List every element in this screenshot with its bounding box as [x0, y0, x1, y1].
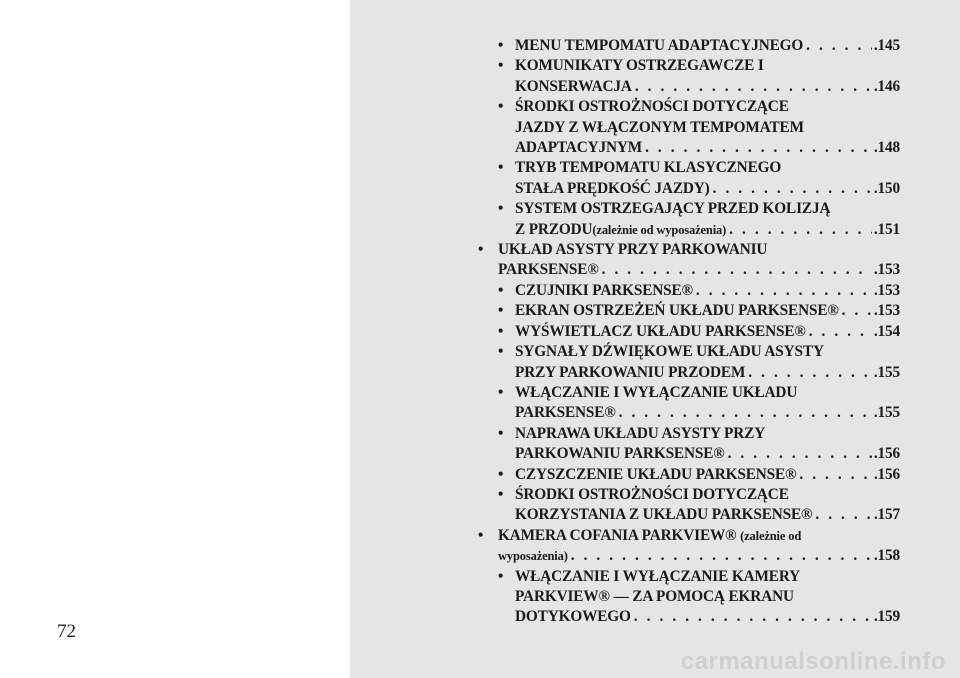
bullet-icon: •: [498, 322, 504, 340]
toc-page-number: 153: [877, 281, 900, 299]
bullet-icon: •: [498, 343, 504, 361]
toc-page-number: 154: [877, 322, 900, 340]
toc-entry-text: NAPRAWA UKŁADU ASYSTY PRZY: [515, 424, 766, 442]
dot-leader: [616, 403, 872, 423]
bullet-icon: •: [498, 281, 504, 299]
toc-entry[interactable]: [478, 424, 900, 465]
toc-entry-text: PARKOWANIU PARKSENSE®: [515, 445, 725, 463]
bullet-icon: •: [498, 200, 504, 218]
toc-page-number: .155: [873, 363, 900, 381]
toc-entry-text: (zależnie od wyposażenia): [592, 222, 727, 237]
dot-leader: [632, 77, 872, 97]
toc-page-number: .156: [873, 465, 900, 483]
toc-entry-text: KOMUNIKATY OSTRZEGAWCZE I: [515, 57, 764, 75]
toc-page-number: .153: [873, 281, 900, 299]
dot-leader: [642, 138, 872, 158]
bullet-icon: •: [498, 567, 504, 585]
toc-entry-text: KORZYSTANIA Z UKŁADU PARKSENSE®: [515, 506, 813, 524]
toc-entry-text: WŁĄCZANIE I WYŁĄCZANIE KAMERY: [515, 567, 801, 585]
dot-leader: [745, 363, 872, 383]
bullet-icon: •: [498, 159, 504, 177]
bullet-icon: •: [498, 485, 504, 503]
toc-page-number: .145: [873, 37, 900, 54]
toc-entry-text: CZYSZCZENIE UKŁADU PARKSENSE®: [515, 465, 797, 483]
toc-page-number: 153: [877, 261, 900, 279]
toc-entry-text: JAZDY Z WŁĄCZONYM TEMPOMATEM: [515, 118, 804, 136]
toc-page-number: 155: [877, 404, 900, 422]
toc-page-number: .154: [873, 322, 900, 340]
bullet-icon: •: [498, 383, 504, 401]
toc-entry[interactable]: [478, 567, 900, 628]
dot-leader: [812, 505, 871, 525]
toc-entry[interactable]: [478, 465, 900, 485]
toc-page-number: 156: [877, 465, 900, 483]
toc-entry-text: Z PRZODU: [515, 220, 593, 238]
toc-entry-text: WŁĄCZANIE I WYŁĄCZANIE UKŁADU: [515, 383, 798, 401]
bullet-icon: •: [498, 98, 504, 116]
table-of-contents: [478, 36, 900, 628]
toc-entry-text: CZUJNIKI PARKSENSE®: [515, 281, 693, 299]
bullet-icon: •: [478, 526, 484, 544]
dot-leader: [726, 220, 872, 240]
left-page: [0, 0, 350, 678]
toc-entry-text: KONSERWACJA: [515, 77, 632, 95]
toc-entry-text: TRYB TEMPOMATU KLASYCZNEGO: [515, 159, 782, 177]
toc-page-number: 146: [877, 77, 900, 95]
toc-page-number: .159: [873, 608, 900, 626]
toc-entry-text: PARKSENSE®: [498, 261, 599, 279]
toc-page-number: .148: [873, 139, 900, 157]
toc-entry-text: wyposażenia): [498, 549, 568, 564]
toc-entry-text: PRZY PARKOWANIU PRZODEM: [515, 363, 746, 381]
toc-page-number: 156: [877, 445, 900, 463]
toc-page-number: .146: [873, 77, 900, 95]
dot-leader: [806, 322, 872, 342]
dot-leader: [803, 36, 872, 56]
dot-leader: [710, 179, 872, 199]
toc-page-number: .155: [873, 404, 900, 422]
toc-entry-text: STAŁA PRĘDKOŚĆ JAZDY): [515, 179, 710, 197]
toc-entry[interactable]: [478, 301, 900, 321]
watermark: carmanualsonline.info: [680, 648, 946, 675]
toc-entry-text: SYGNAŁY DŹWIĘKOWE UKŁADU ASYSTY: [515, 343, 824, 361]
toc-page-number: .151: [873, 220, 900, 238]
dot-leader: [568, 546, 872, 566]
toc-entry[interactable]: [478, 322, 900, 342]
toc-entry-text: ŚRODKI OSTROŻNOŚCI DOTYCZĄCE: [515, 98, 789, 116]
toc-page-number: 153: [877, 302, 900, 320]
toc-entry-text: KAMERA COFANIA PARKVIEW®: [498, 526, 737, 544]
toc-page-number: .153: [873, 261, 900, 279]
toc-page-number: 159: [877, 608, 900, 626]
bullet-icon: •: [498, 465, 504, 483]
bullet-icon: •: [498, 302, 504, 320]
toc-page-number: .158: [873, 547, 900, 565]
toc-page-number: 145: [877, 37, 900, 54]
toc-entry[interactable]: [478, 342, 900, 383]
dot-leader: [599, 260, 872, 280]
toc-entry[interactable]: [478, 36, 900, 56]
dot-leader: [839, 301, 872, 321]
toc-entry-text: PARKSENSE®: [515, 404, 616, 422]
toc-entry[interactable]: [478, 158, 900, 199]
toc-entry-text: MENU TEMPOMATU ADAPTACYJNEGO: [515, 37, 804, 54]
toc-page-number: 155: [877, 363, 900, 381]
toc-entry[interactable]: [478, 240, 900, 281]
toc-page-number: 150: [877, 179, 900, 197]
toc-entry-text: SYSTEM OSTRZEGAJĄCY PRZED KOLIZJĄ: [515, 200, 831, 218]
toc-page-number: 151: [877, 220, 900, 238]
dot-leader: [725, 444, 872, 464]
toc-page-number: .153: [873, 302, 900, 320]
toc-entry[interactable]: [478, 383, 900, 424]
toc-entry-text: DOTYKOWEGO: [515, 608, 631, 626]
dot-leader: [796, 465, 871, 485]
dot-leader: [693, 281, 872, 301]
toc-entry[interactable]: [478, 199, 900, 240]
toc-page-number: 157: [877, 506, 900, 524]
right-page: [350, 0, 960, 678]
dot-leader: [631, 607, 872, 627]
toc-entry-text: UKŁAD ASYSTY PRZY PARKOWANIU: [498, 241, 768, 259]
toc-page-number: .157: [873, 506, 900, 524]
toc-entry-text: ŚRODKI OSTROŻNOŚCI DOTYCZĄCE: [515, 485, 789, 503]
bullet-icon: •: [498, 37, 504, 54]
toc-page-number: 158: [877, 547, 900, 565]
toc-entry[interactable]: [478, 281, 900, 301]
toc-page-number: .150: [873, 179, 900, 197]
toc-entry[interactable]: [478, 97, 900, 158]
toc-entry[interactable]: [478, 485, 900, 526]
toc-entry[interactable]: [478, 56, 900, 97]
bullet-icon: •: [498, 424, 504, 442]
toc-entry-text: PARKVIEW® — ZA POMOCĄ EKRANU: [515, 587, 794, 605]
toc-page-number: .156: [873, 445, 900, 463]
toc-entry-text: ADAPTACYJNYM: [515, 139, 643, 157]
toc-entry[interactable]: [478, 526, 900, 567]
toc-entry-text: WYŚWIETLACZ UKŁADU PARKSENSE®: [515, 322, 806, 340]
bullet-icon: •: [478, 241, 484, 259]
page-number: 72: [57, 621, 76, 642]
toc-page-number: 148: [877, 139, 900, 157]
toc-entry-text: EKRAN OSTRZEŻEŃ UKŁADU PARKSENSE®: [515, 302, 839, 320]
bullet-icon: •: [498, 57, 504, 75]
toc-entry-text: (zależnie od: [740, 528, 802, 543]
